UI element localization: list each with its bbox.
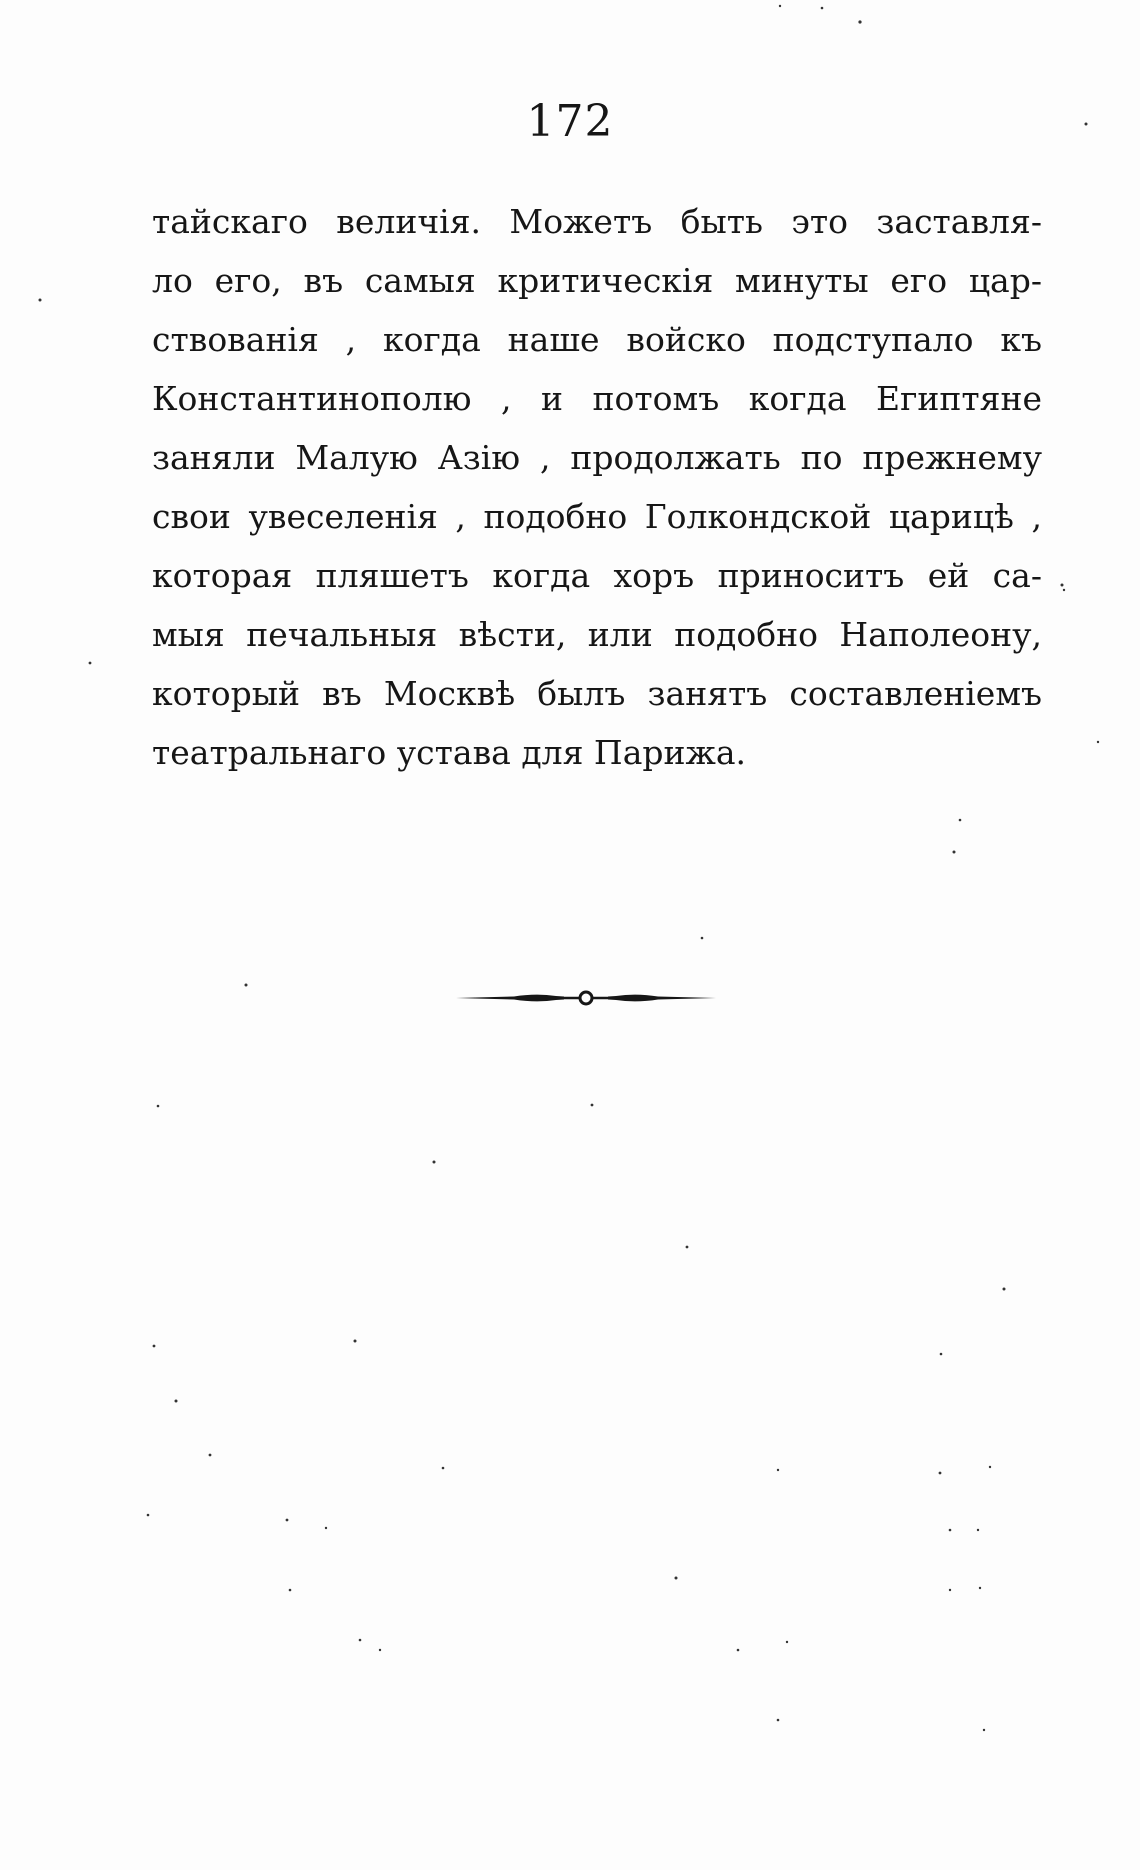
swelled-rule-ornament-icon: [456, 985, 716, 1011]
text-line: свои увеселенія , подобно Голкондской царицѣ ,: [152, 497, 1042, 536]
text-line: театральнаго устава для Парижа.: [152, 733, 747, 772]
text-line: ло его, въ самыя критическія минуты его цар-: [152, 261, 1042, 300]
text-line: которая пляшетъ когда хоръ приноситъ ей са-: [152, 556, 1042, 595]
text-line: тайскаго величія. Можетъ быть это заставля-: [152, 202, 1042, 241]
text-line: Константинополю , и потомъ когда Египтяне: [152, 379, 1042, 418]
text-line: ствованія , когда наше войско подступало къ: [152, 320, 1042, 359]
text-line: заняли Малую Азію , продолжать по прежнему: [152, 438, 1042, 477]
text-line: мыя печальныя вѣсти, или подобно Наполеону,: [152, 615, 1042, 654]
body-text: [152, 192, 1042, 782]
text-line: который въ Москвѣ былъ занятъ составленіемъ: [152, 674, 1042, 713]
page-number: 172: [526, 96, 614, 147]
